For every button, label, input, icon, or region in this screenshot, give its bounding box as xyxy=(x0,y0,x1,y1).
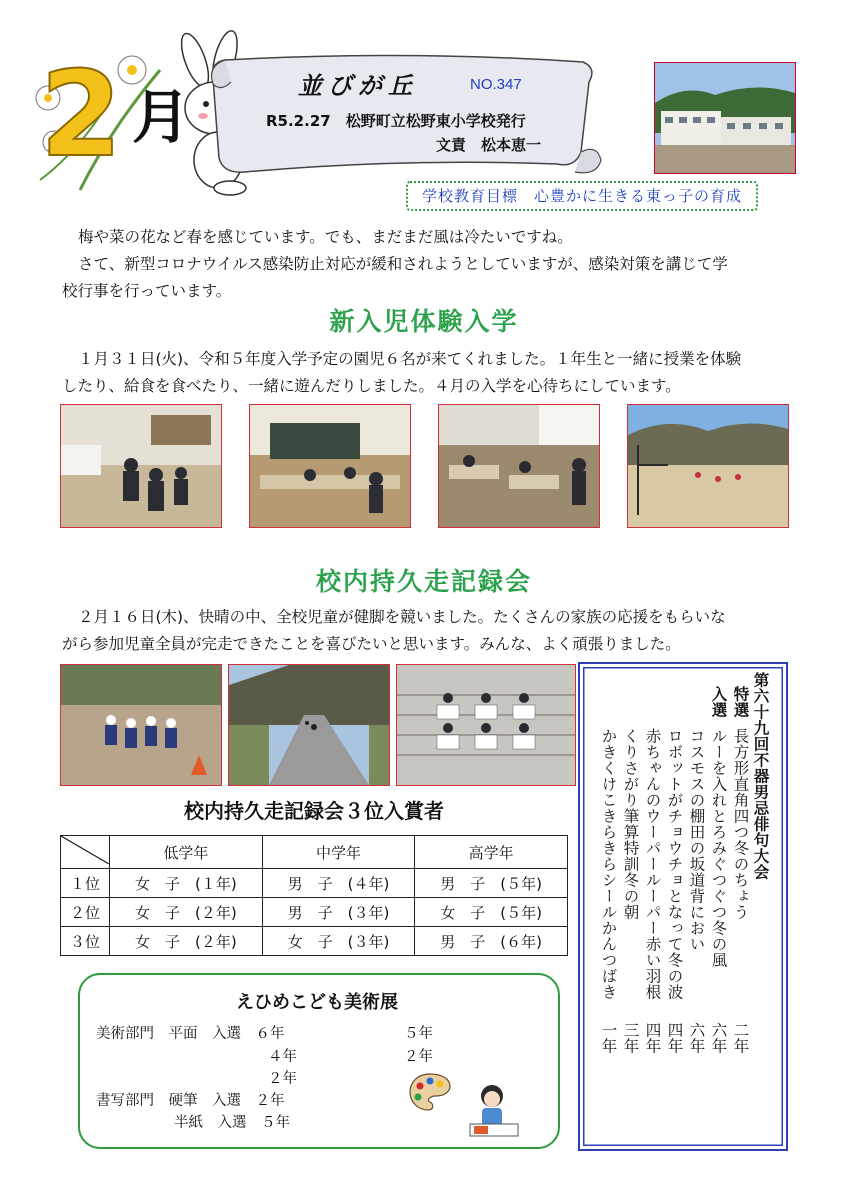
haiku-grade-5: 四年 xyxy=(643,1022,662,1054)
haiku-poem-4: ロボットがチョウチョとなって冬の波 xyxy=(665,728,684,1000)
art-line-3: ２年 xyxy=(268,1071,297,1087)
haiku-award-special: 特選 xyxy=(731,686,750,718)
haiku-grade-3: 六年 xyxy=(687,1022,706,1054)
haiku-poem-1: 長方形直角四つ冬のちょう xyxy=(731,728,750,920)
results-header-row xyxy=(61,836,568,869)
newsletter-title: 並びが丘 xyxy=(298,71,418,100)
haiku-poem-5: 赤ちゃんのウーパールーパー赤い羽根 xyxy=(643,728,662,1000)
palette-icon xyxy=(408,1072,452,1112)
art-line-1: 美術部門 平面 入選 ６年 xyxy=(96,1026,285,1042)
section1-line-2: したり、給食を食べたり、一緒に遊んだりしました。４月の入学を心待ちにしています。 xyxy=(62,377,681,395)
section1-text xyxy=(62,346,802,400)
section2-text xyxy=(62,604,802,658)
photo-classroom-2 xyxy=(249,404,411,528)
table-cell: 女 子 (２年) xyxy=(110,927,263,956)
photo-classroom-3 xyxy=(438,404,600,528)
table-cell: 男 子 (４年) xyxy=(262,869,415,898)
intro-line-2: さて、新型コロナウイルス感染防止対応が緩和されようとしていますが、感染対策を講じて学 xyxy=(78,255,728,273)
results-table xyxy=(60,835,568,956)
art-line-4: 書写部門 硬筆 入選 ２年 xyxy=(96,1093,285,1109)
results-corner-cell xyxy=(61,836,110,869)
section2-title: 校内持久走記録会 xyxy=(315,567,532,596)
photo-race-start xyxy=(60,664,222,786)
section2-line-1: ２月１６日(木)、快晴の中、全校児童が健脚を競いました。たくさんの家族の応援をもらいな xyxy=(78,608,726,626)
intro-text xyxy=(62,224,802,305)
table-cell: 男 子 (６年) xyxy=(415,927,568,956)
art-right-2: ２年 xyxy=(404,1049,433,1065)
table-cell: 男 子 (３年) xyxy=(262,898,415,927)
photo-classroom-1 xyxy=(60,404,222,528)
month-kanji: 月 xyxy=(132,83,191,151)
child-drawing-icon xyxy=(466,1080,522,1140)
haiku-poem-2: ルーを入れとろみぐつぐつ冬の風 xyxy=(709,728,728,968)
intro-line-1: 梅や菜の花など春を感じています。でも、まだまだ風は冷たいですね。 xyxy=(78,228,573,246)
photo-race-road xyxy=(228,664,390,786)
table-row xyxy=(61,869,568,898)
haiku-poem-7: かきくけこきらきらシールかんつばき xyxy=(599,728,618,1000)
responsible-person: 文責 松本恵一 xyxy=(436,136,542,154)
diagonal-line xyxy=(61,836,109,864)
photo-winners xyxy=(396,664,576,786)
table-cell: 女 子 (５年) xyxy=(415,898,568,927)
art-line-2: ４年 xyxy=(268,1049,297,1065)
issue-number: NO.347 xyxy=(470,76,522,93)
photo-playground xyxy=(627,404,789,528)
header-upper: 高学年 xyxy=(415,836,568,869)
school-goal: 学校教育目標 心豊かに生きる東っ子の育成 xyxy=(406,181,758,211)
haiku-grade-1: 二年 xyxy=(731,1022,750,1054)
school-photo xyxy=(654,62,796,174)
rank-cell: ３位 xyxy=(61,927,110,956)
haiku-poem-6: くりさがり筆算特訓冬の朝 xyxy=(621,728,640,920)
header-middle: 中学年 xyxy=(262,836,415,869)
table-cell: 女 子 (２年) xyxy=(110,898,263,927)
art-line-5: 半紙 入選 ５年 xyxy=(174,1115,290,1131)
section1-line-1: １月３１日(火)、令和５年度入学予定の園児６名が来てくれました。１年生と一緒に授業を体験 xyxy=(78,350,742,368)
table-row xyxy=(61,927,568,956)
haiku-poem-3: コスモスの棚田の坂道背におい xyxy=(687,728,706,952)
table-cell: 女 子 (３年) xyxy=(262,927,415,956)
haiku-award-selected: 入選 xyxy=(709,686,728,718)
art-right-1: ５年 xyxy=(404,1026,433,1042)
haiku-grade-7: 一年 xyxy=(599,1022,618,1054)
rank-cell: ２位 xyxy=(61,898,110,927)
publish-info: R5.2.27 松野町立松野東小学校発行 xyxy=(266,112,526,130)
table-row xyxy=(61,898,568,927)
month-number: 2 xyxy=(40,45,123,183)
table-cell: 男 子 (５年) xyxy=(415,869,568,898)
results-title: 校内持久走記録会３位入賞者 xyxy=(184,799,444,823)
art-title: えひめこども美術展 xyxy=(236,992,398,1013)
section1-title: 新入児体験入学 xyxy=(329,307,519,336)
section2-line-2: がら参加児童全員が完走できたことを喜びたいと思います。みんな、よく頑張りました。 xyxy=(62,635,681,653)
haiku-grade-4: 四年 xyxy=(665,1022,684,1054)
haiku-grade-2: 六年 xyxy=(709,1022,728,1054)
table-cell: 女 子 (１年) xyxy=(110,869,263,898)
header-lower: 低学年 xyxy=(110,836,263,869)
intro-line-3: 校行事を行っています。 xyxy=(62,282,232,300)
haiku-title: 第六十九回不器男忌俳句大会 xyxy=(751,672,770,880)
haiku-grade-6: 三年 xyxy=(621,1022,640,1054)
rank-cell: １位 xyxy=(61,869,110,898)
